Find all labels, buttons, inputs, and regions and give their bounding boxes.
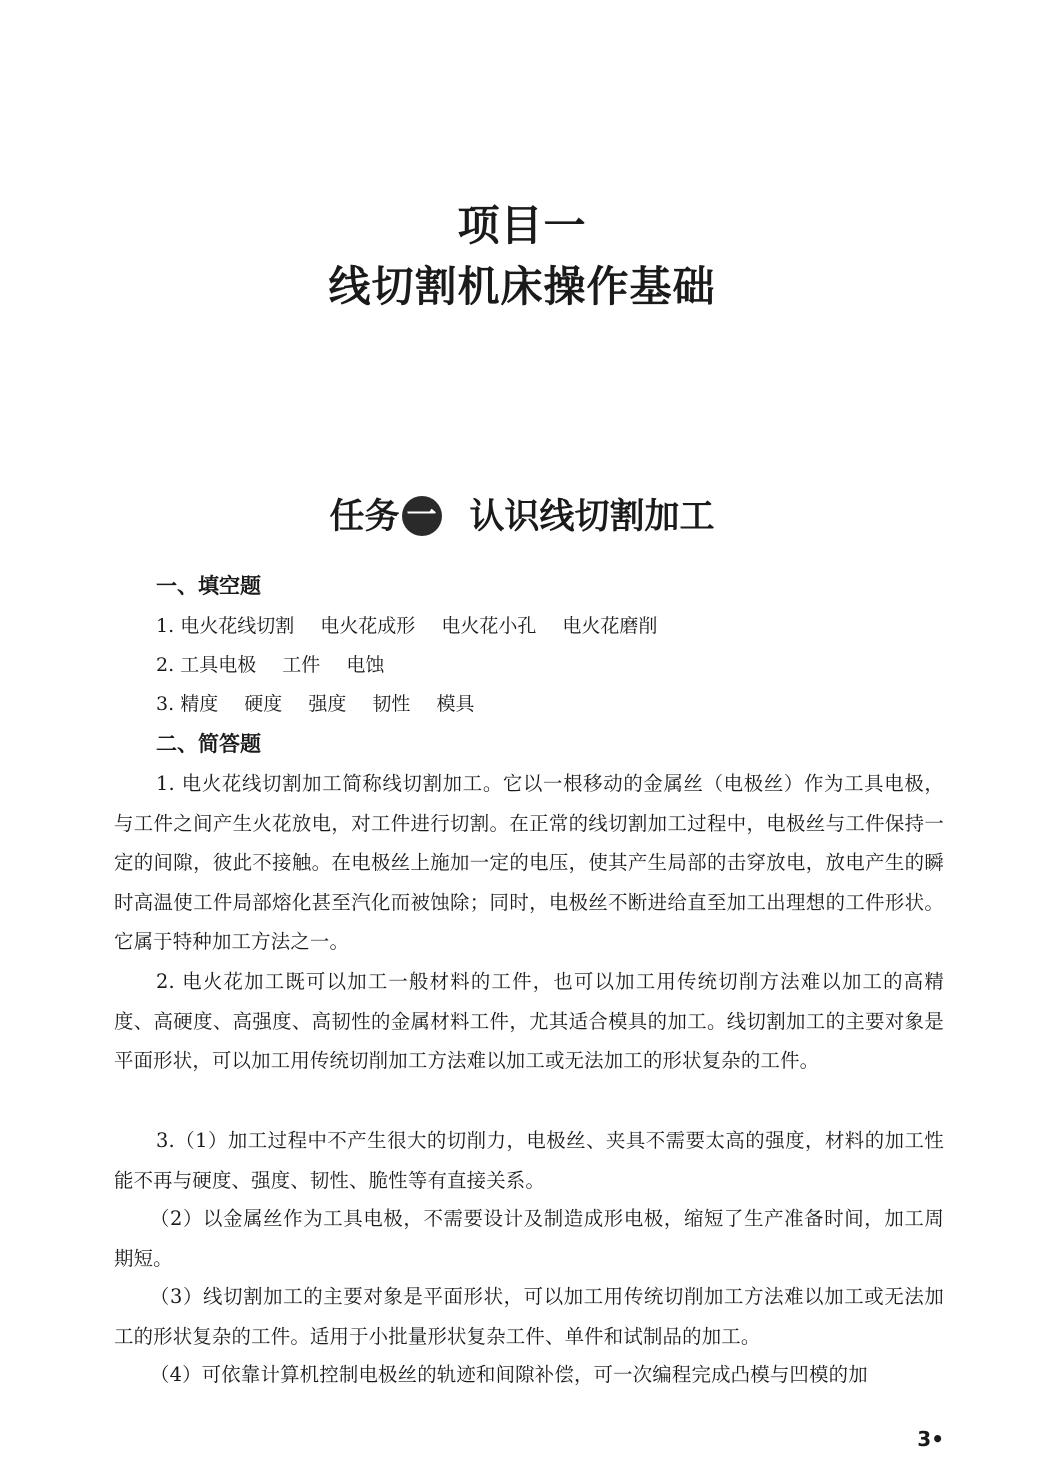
answer-paragraph-3-3: （3）线切割加工的主要对象是平面形状，可以加工用传统切削加工方法难以加工或无法加工的形状复杂的工件。适用于小批量形状复杂工件、单件和试制品的加工。 xyxy=(114,1285,944,1348)
answer: 电火花小孔 xyxy=(441,615,537,637)
answer: 工件 xyxy=(282,654,321,676)
answer: 电火花线切割 xyxy=(180,615,295,637)
answer-paragraph-2: 2. 电火花加工既可以加工一般材料的工件，也可以加工用传统切削方法难以加工的高精度、高硬度、高强度、高韧性的金属材料工件，尤其适合模具的加工。线切割加工的主要对象是平面形状，可以加工用传统切削加工方法难以加工或无法加工的形状复杂的工件。 xyxy=(114,970,944,1072)
answer: 模具 xyxy=(436,693,475,715)
answer: 强度 xyxy=(308,693,347,715)
task-title: 认识线切割加工 xyxy=(469,497,715,537)
section-heading-short-answer: 二、简答题 xyxy=(156,732,261,756)
fill-item-2 xyxy=(156,650,384,680)
item-number: 3. xyxy=(156,693,175,715)
answer: 工具电极 xyxy=(180,654,257,676)
answer-paragraph-3-2: （2）以金属丝作为工具电极，不需要设计及制造成形电极，缩短了生产准备时间，加工周期短。 xyxy=(114,1207,944,1270)
project-title-line1: 项目一 xyxy=(457,201,587,250)
task-heading xyxy=(0,490,1044,544)
fill-item-1 xyxy=(156,611,657,641)
answer-paragraph-3-4: （4）可依靠计算机控制电极丝的轨迹和间隙补偿，可一次编程完成凸模与凹模的加 xyxy=(150,1363,868,1386)
answer: 电蚀 xyxy=(346,654,385,676)
answer: 韧性 xyxy=(372,693,411,715)
answer: 电火花磨削 xyxy=(562,615,658,637)
task-prefix: 任务 xyxy=(329,497,400,537)
item-number: 2. xyxy=(156,654,175,676)
task-number-badge: 一 xyxy=(402,496,442,536)
item-number: 1. xyxy=(156,615,175,637)
answer: 精度 xyxy=(180,693,219,715)
answer: 硬度 xyxy=(244,693,283,715)
project-title-line2: 线切割机床操作基础 xyxy=(328,262,716,311)
answer: 电火花成形 xyxy=(320,615,416,637)
answer-paragraph-1: 1. 电火花线切割加工简称线切割加工。它以一根移动的金属丝（电极丝）作为工具电极，与工件之间产生火花放电，对工件进行切割。在正常的线切割加工过程中，电极丝与工件保持一定的间隙，彼此不接触。在电极丝上施加一定的电压，使其产生局部的击穿放电，放电产生的瞬时高温使工件局部熔化甚至汽化而被蚀除；同时，电极丝不断进给直至加工出理想的工件形状。它属于特种加工方法之一。 xyxy=(114,772,944,953)
answer-paragraph-3: 3.（1）加工过程中不产生很大的切削力，电极丝、夹具不需要太高的强度，材料的加工性能不再与硬度、强度、韧性、脆性等有直接关系。 xyxy=(114,1129,944,1192)
fill-item-3 xyxy=(156,689,474,719)
page-number: 3• xyxy=(917,1427,944,1451)
section-heading-fill-in: 一、填空题 xyxy=(156,574,261,598)
